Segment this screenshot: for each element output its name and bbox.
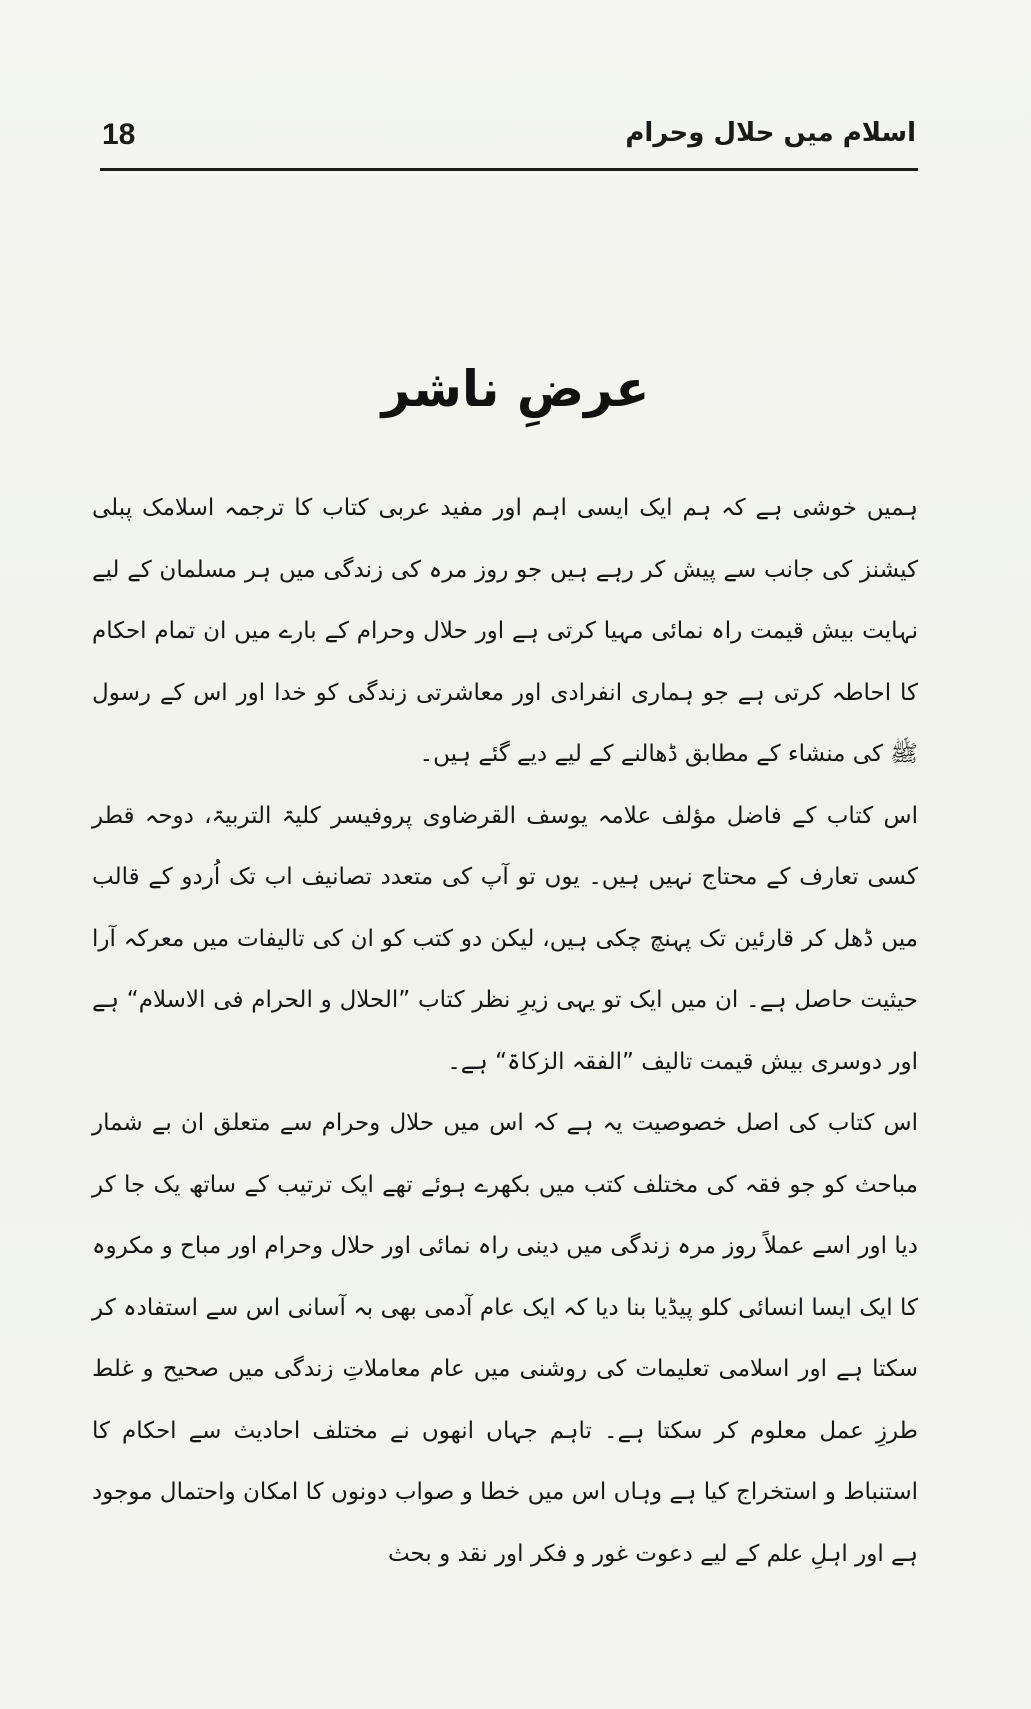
running-title: اسلام میں حلال وحرام (625, 118, 916, 148)
paragraph: اس کتاب کی اصل خصوصیت یہ ہے کہ اس میں حلال وحرام سے متعلق ان بے شمار مباحث کو جو فقہ کی مختلف کتب میں بکھرے ہوئے تھے ایک ترتیب کے ساتھ یک جا کر دیا اور اسے عملاً روز مرہ زندگی میں دینی راہ نمائی اور حلال وحرام اور مباح و مکروہ کا ایک ایسا انسائی کلو پیڈیا بنا دیا کہ ایک عام آدمی بھی بہ آسانی اس سے استفادہ کر سکتا ہے اور اسلامی تعلیمات کی روشنی میں عام معاملاتِ زندگی میں صحیح و غلط طرزِ عمل معلوم کر سکتا ہے۔ تاہم جہاں انھوں نے مختلف احادیث سے احکام کا استنباط و استخراج کیا ہے وہاں اس میں خطا و صواب دونوں کا امکان واحتمال موجود ہے اور اہلِ علم کے لیے دعوت غور و فکر اور نقد و بحث (92, 1110, 918, 1567)
paragraph: اس کتاب کے فاضل مؤلف علامہ یوسف القرضاوی پروفیسر کلیۃ التربیۃ، دوحہ قطر کسی تعارف کے محتاج نہیں ہیں۔ یوں تو آپ کی متعدد تصانیف اب تک اُردو کے قالب میں ڈھل کر قارئین تک پہنچ چکی ہیں، لیکن دو کتب کو ان کی تالیفات میں معرکہ آرا حیثیت حاصل ہے۔ ان میں ایک تو یہی زیرِ نظر کتاب ”الحلال و الحرام فی الاسلام“ ہے اور دوسری بیش قیمت تالیف ”الفقہ الزکاۃ“ ہے۔ (92, 802, 918, 1075)
body-text (92, 478, 918, 1585)
paragraph: ہمیں خوشی ہے کہ ہم ایک ایسی اہم اور مفید عربی کتاب کا ترجمہ اسلامک پبلی کیشنز کی جانب سے پیش کر رہے ہیں جو روز مرہ کی زندگی میں ہر مسلمان کے لیے نہایت بیش قیمت راہ نمائی مہیا کرتی ہے اور حلال وحرام کے بارے میں ان تمام احکام کا احاطہ کرتی ہے جو ہماری انفرادی اور معاشرتی زندگی کو خدا اور اس کے رسول ﷺ کی منشاء کے مطابق ڈھالنے کے لیے دیے گئے ہیں۔ (92, 495, 918, 767)
page-number: 18 (102, 118, 136, 151)
page-header (100, 118, 918, 171)
section-heading: عرضِ ناشر (381, 360, 650, 418)
